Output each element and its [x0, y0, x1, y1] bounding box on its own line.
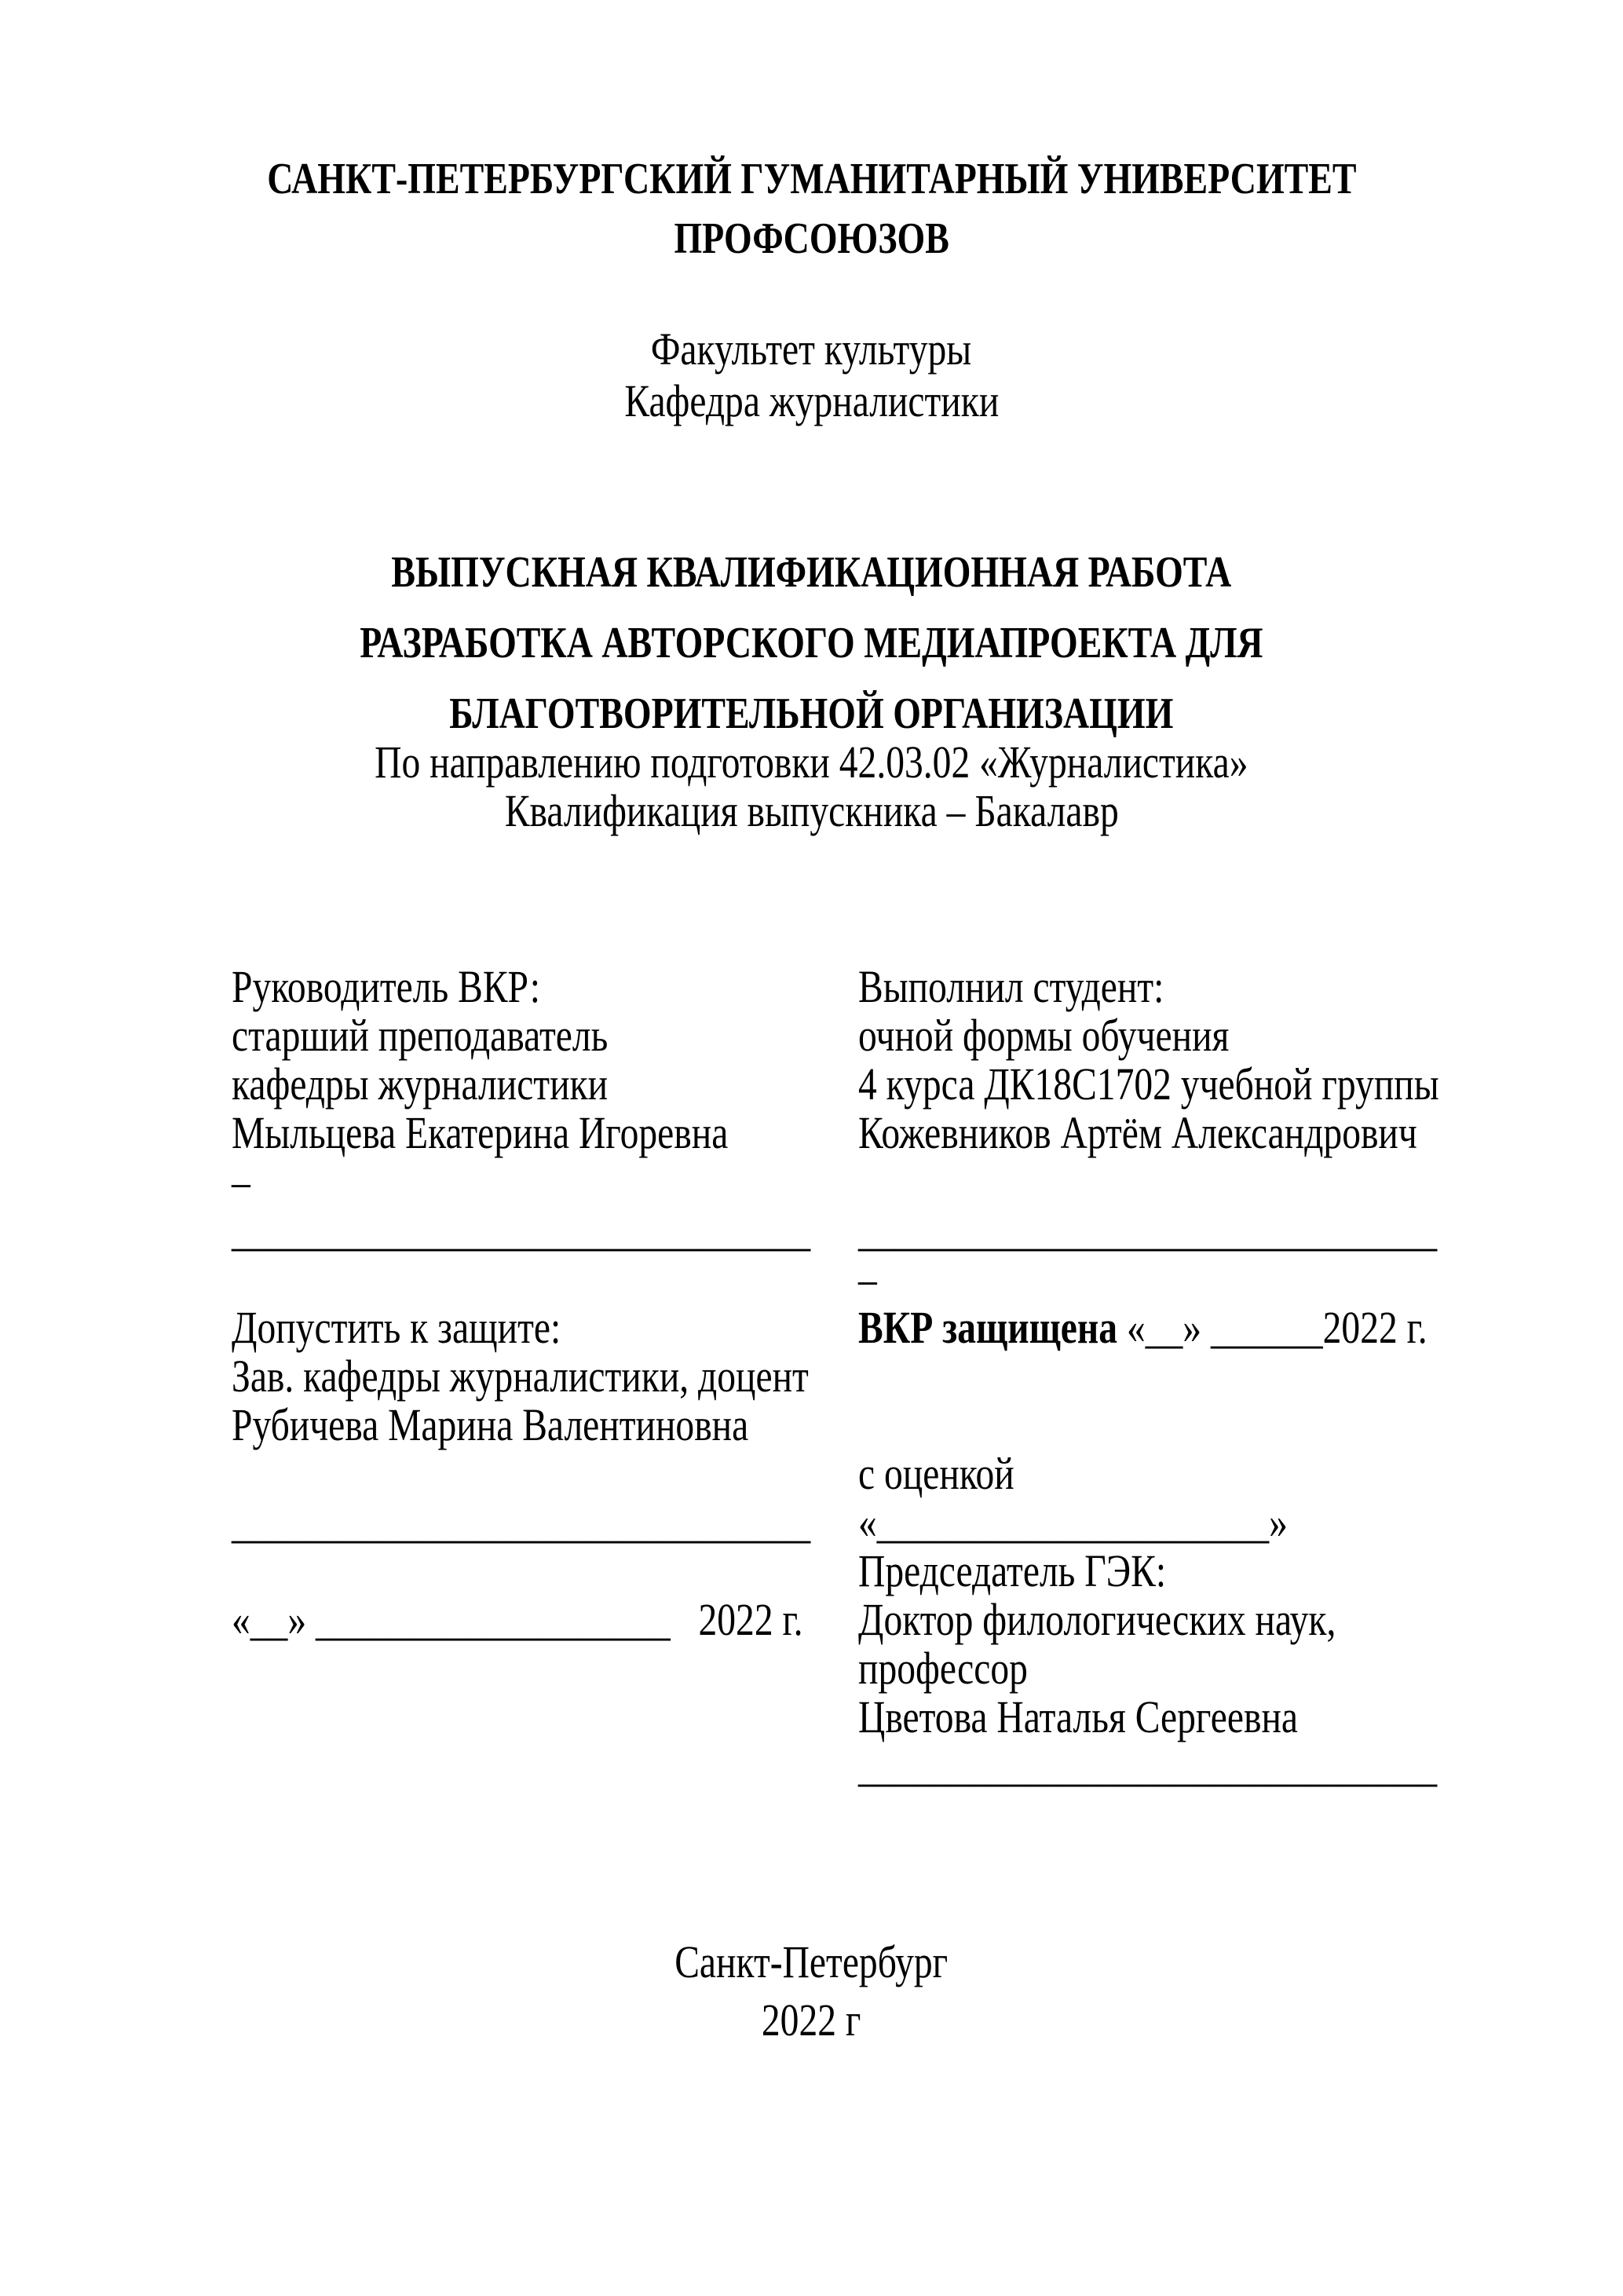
university-name-line1: САНКТ-ПЕТЕРБУРГСКИЙ ГУМАНИТАРНЫЙ УНИВЕРСИТЕТ: [266, 155, 1357, 203]
admit-date-line: «__» ___________________ 2022 г.: [232, 1594, 803, 1645]
student-group: 4 курса ДК18С1702 учебной группы: [858, 1058, 1439, 1110]
university-heading: [0, 149, 1623, 269]
program-block: [0, 738, 1623, 835]
footer-city: Санкт-Петербург: [674, 1936, 949, 1987]
dash-placeholder: –: [232, 1156, 250, 1207]
qualification-line: Квалификация выпускника – Бакалавр: [504, 785, 1119, 836]
faculty-name: Факультет культуры: [651, 324, 972, 375]
student-column: [858, 963, 1502, 1790]
admit-label: Допустить к защите:: [232, 1302, 561, 1353]
student-name: Кожевников Артём Александрович: [858, 1107, 1417, 1158]
chairman-name: Цветова Наталья Сергеевна: [858, 1691, 1299, 1742]
thesis-title-block: [0, 537, 1623, 749]
program-line: По направлению подготовки 42.03.02 «Журналистика»: [375, 737, 1248, 788]
grade-blank-line: «_____________________»: [858, 1497, 1288, 1548]
admit-signature-line: _______________________________: [232, 1497, 811, 1548]
university-name-line2: ПРОФСОЮЗОВ: [674, 214, 949, 263]
defended-date-blank: «__» ______2022 г.: [1117, 1302, 1427, 1353]
blank-row: [232, 1255, 860, 1303]
chairman-degree: Доктор филологических наук,: [858, 1594, 1336, 1645]
department-name: Кафедра журналистики: [624, 375, 999, 426]
student-label: Выполнил студент:: [858, 961, 1164, 1012]
supervisor-label: Руководитель ВКР:: [232, 961, 540, 1012]
blank-row: [858, 1157, 1502, 1206]
work-type-line: ВЫПУСКНАЯ КВАЛИФИКАЦИОННАЯ РАБОТА: [391, 548, 1232, 597]
defended-label: ВКР защищена: [858, 1302, 1118, 1353]
faculty-block: [0, 324, 1623, 427]
grade-label: с оценкой: [858, 1448, 1014, 1499]
defended-line: [858, 1303, 1502, 1352]
footer-year: 2022 г: [762, 1994, 861, 2046]
blank-row: [858, 1401, 1502, 1450]
supervisor-department: кафедры журналистики: [232, 1058, 609, 1110]
supervisor-rank: старший преподаватель: [232, 1010, 609, 1061]
student-signature-line: _______________________________: [858, 1205, 1438, 1256]
thesis-subject-line2: БЛАГОТВОРИТЕЛЬНОЙ ОРГАНИЗАЦИИ: [449, 689, 1174, 738]
dash-placeholder: –: [858, 1253, 877, 1304]
supervisor-column: [232, 963, 860, 1644]
supervisor-name: Мыльцева Екатерина Игоревна: [232, 1107, 729, 1158]
blank-row: [232, 1450, 860, 1498]
footer-block: [0, 1933, 1623, 2049]
admit-name: Рубичева Марина Валентиновна: [232, 1399, 749, 1450]
chairman-label: Председатель ГЭК:: [858, 1545, 1167, 1596]
chairman-rank: профессор: [858, 1643, 1028, 1694]
blank-row: [232, 1547, 860, 1596]
student-form: очной формы обучения: [858, 1010, 1230, 1061]
thesis-subject-line1: РАЗРАБОТКА АВТОРСКОГО МЕДИАПРОЕКТА ДЛЯ: [360, 619, 1263, 667]
admit-position: Зав. кафедры журналистики, доцент: [232, 1351, 809, 1402]
blank-row: [858, 1352, 1502, 1401]
supervisor-signature-line: _______________________________: [232, 1205, 811, 1256]
chairman-signature-line: _______________________________: [858, 1740, 1438, 1791]
